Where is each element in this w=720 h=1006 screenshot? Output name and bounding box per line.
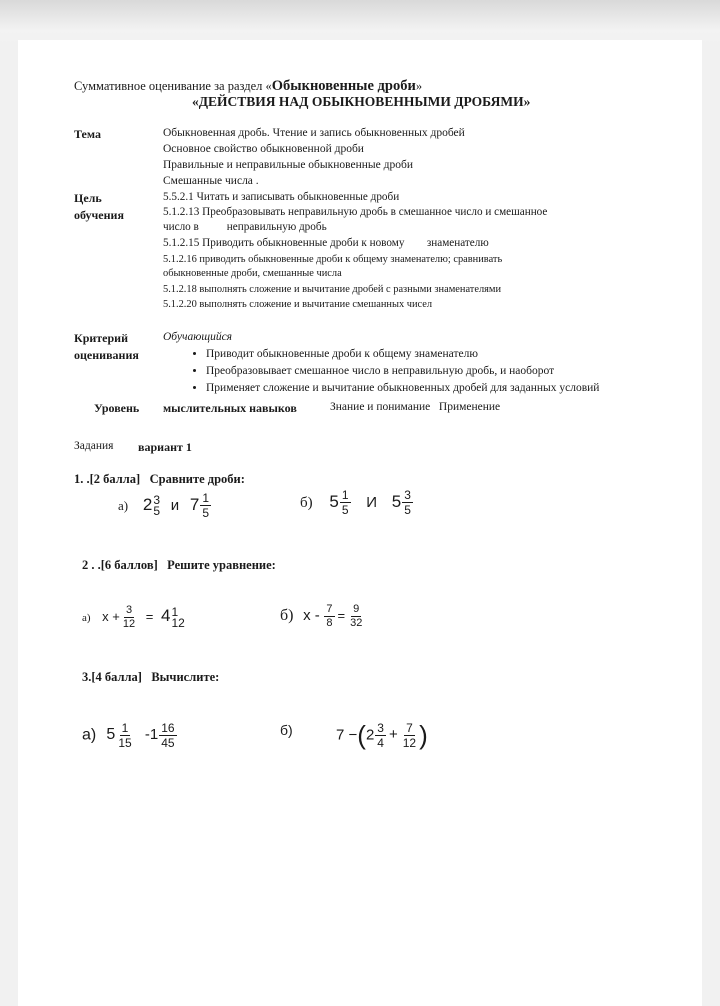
task3-expression xyxy=(336,720,428,751)
fraction: $\frac{1}{5}$ xyxy=(202,491,210,520)
top-shadow xyxy=(0,0,720,44)
task2-part-a xyxy=(82,605,185,630)
topic-line: Основное свойство обыкновенной дроби xyxy=(163,143,364,155)
task2-part-b xyxy=(280,604,365,629)
equals-sign: = xyxy=(337,607,346,623)
stacked-fraction: 3 5 xyxy=(153,492,160,518)
part-label: б) xyxy=(280,722,293,738)
open-paren: ( xyxy=(357,720,366,750)
equals-sign: = xyxy=(145,608,154,624)
variant-label: вариант 1 xyxy=(138,440,192,454)
goal-line: число в неправильную дробь xyxy=(163,221,327,233)
equation-lhs: x + xyxy=(102,608,120,624)
criteria-label-1: Критерий xyxy=(74,331,129,345)
criteria-item: • Приводит обыкновенные дроби к общему знаменателю xyxy=(206,346,599,363)
fraction: $\frac{3}{12}$ xyxy=(122,604,136,630)
fraction: $\frac{3}{4}$ xyxy=(377,721,384,750)
level-label: Уровень xyxy=(94,401,140,415)
task2-heading: 2 . .[6 баллов] Решите уравнение: xyxy=(82,558,276,572)
minus-whole: -1 xyxy=(144,726,159,744)
part-label: а) xyxy=(118,497,129,513)
fraction: $\frac{16}{45}$ xyxy=(161,721,175,750)
topic-line: Правильные и неправильные обыкновенные дроби xyxy=(163,159,413,171)
expression-lead: 7 − xyxy=(336,726,358,744)
tasks-label: Задания xyxy=(74,440,114,452)
mixed-whole: 5 xyxy=(329,491,339,511)
goal-line: 5.1.2.20 выполнять сложение и вычитание смешанных чисел xyxy=(163,299,433,310)
plus-sign: + xyxy=(388,726,398,744)
topic-line: Обыкновенная дробь. Чтение и запись обыкновенных дробей xyxy=(163,127,465,139)
goal-line: 5.1.2.16 приводить обыкновенные дроби к общему знаменателю; сравнивать xyxy=(163,254,503,265)
mixed-whole: 5 xyxy=(106,726,116,744)
mixed-whole: 2 xyxy=(365,726,375,744)
task3-part-b xyxy=(280,722,293,739)
task3-heading: 3.[4 балла] Вычислите: xyxy=(82,670,220,684)
task1-part-b xyxy=(300,489,414,516)
stacked-fraction: 1 12 xyxy=(171,604,185,630)
criteria-intro: Обучающийся xyxy=(163,331,233,343)
goal-line: 5.5.2.1 Читать и записывать обыкновенные дроби xyxy=(163,191,400,203)
part-label: б) xyxy=(300,494,313,511)
task3-part-a xyxy=(82,722,178,749)
task1-heading: 1. .[2 балла] Сравните дроби: xyxy=(74,472,245,486)
mixed-whole: 4 xyxy=(160,605,171,625)
fraction: $\frac{7}{12}$ xyxy=(402,721,417,750)
goal-line: 5.1.2.15 Приводить обыкновенные дроби к новому знаменателю xyxy=(163,237,489,249)
goal-label-2: обучения xyxy=(74,208,124,222)
criteria-list xyxy=(180,346,599,397)
fraction: $\frac{7}{8}$ xyxy=(326,603,333,629)
part-label: б) xyxy=(280,606,294,624)
criteria-item: • Применяет сложение и вычитание обыкновенных дробей для заданных условий xyxy=(206,380,599,397)
page-subtitle: «ДЕЙСТВИЯ НАД ОБЫКНОВЕННЫМИ ДРОБЯМИ» xyxy=(192,94,531,109)
goal-line: обыкновенные дроби, смешанные числа xyxy=(163,268,342,279)
conjunction: И xyxy=(366,493,378,511)
goal-line: 5.1.2.18 выполнять сложение и вычитание дробей с разными знаменателями xyxy=(163,284,502,295)
mixed-whole: 5 xyxy=(391,491,402,511)
topic-line: Смешанные числа . xyxy=(163,175,259,187)
document-page xyxy=(18,40,702,1006)
close-paren: ) xyxy=(419,720,428,750)
page-title: Суммативное оценивание за раздел «Обыкновенные дроби» xyxy=(74,78,423,94)
topic-label: Тема xyxy=(74,127,101,141)
fraction: $\frac{1}{5}$ xyxy=(341,488,349,517)
part-label: а) xyxy=(82,611,91,624)
task1-part-a xyxy=(118,492,212,519)
goal-line: 5.1.2.13 Преобразовывать неправильную дробь в смешанное число и смешанное xyxy=(163,206,548,218)
fraction: $\frac{1}{15}$ xyxy=(118,721,132,750)
fraction: $\frac{3}{5}$ xyxy=(404,488,411,517)
level-bold: мыслительных навыков xyxy=(163,401,297,415)
criteria-label-2: оценивания xyxy=(74,348,139,362)
part-label: а) xyxy=(82,726,97,744)
conjunction: и xyxy=(170,496,180,514)
level-values: Знание и понимание Применение xyxy=(330,401,501,413)
goal-label-1: Цель xyxy=(74,191,102,205)
fraction: $\frac{9}{32}$ xyxy=(350,603,363,629)
equation-lhs: x - xyxy=(303,606,320,624)
mixed-whole: 2 xyxy=(142,494,153,514)
mixed-whole: 7 xyxy=(189,494,200,514)
criteria-item: • Преобразовывает смешанное число в неправильную дробь, и наоборот xyxy=(206,363,599,380)
